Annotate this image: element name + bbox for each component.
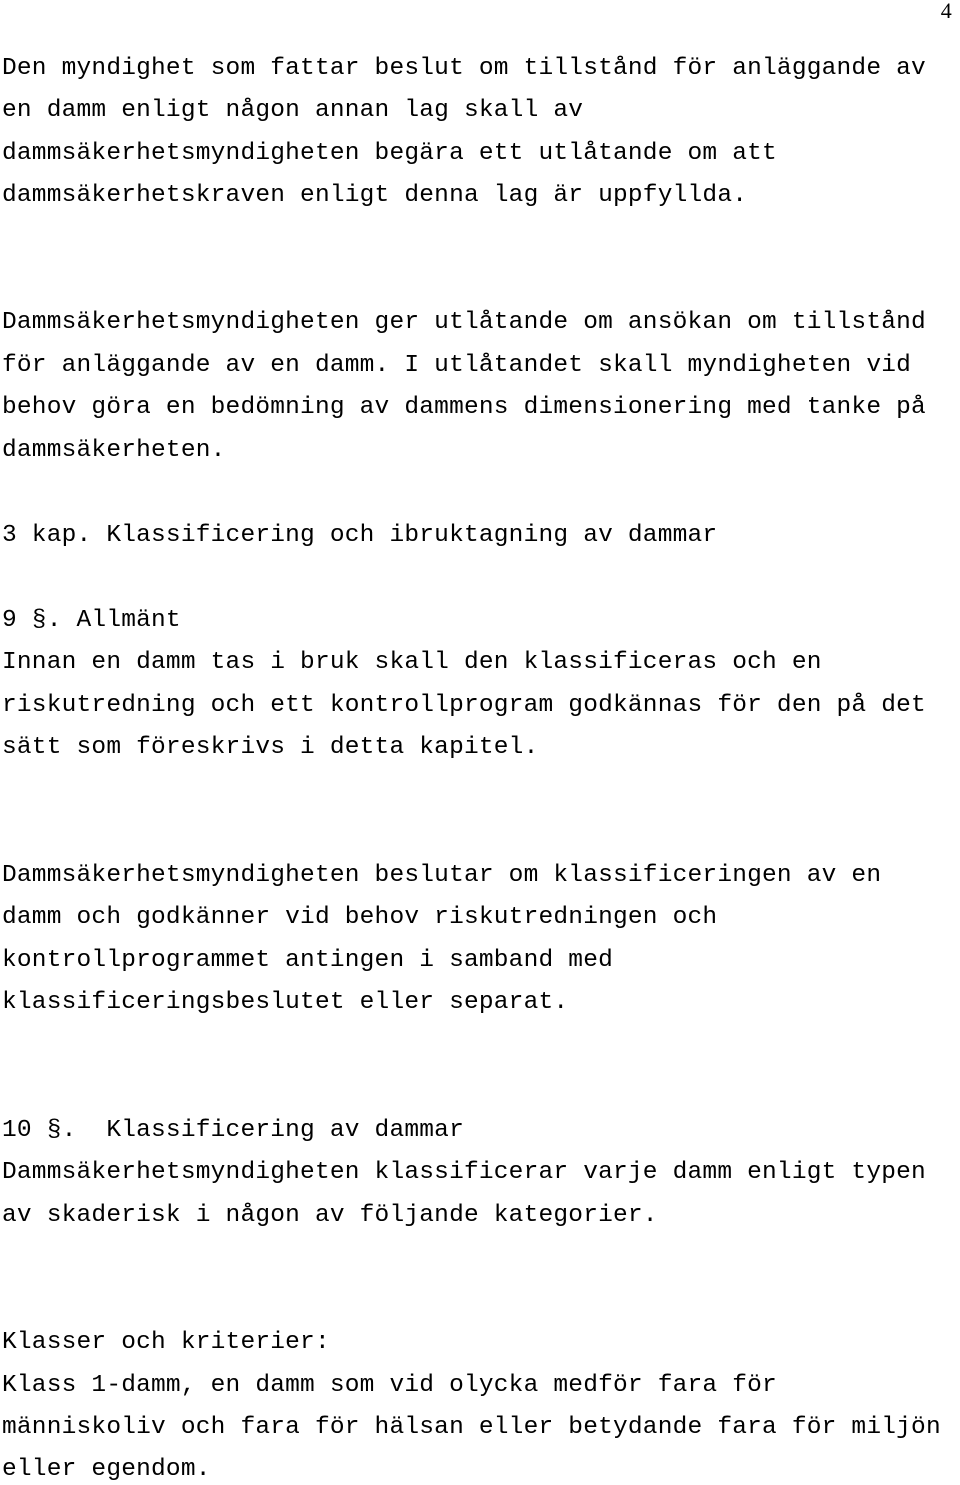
paragraph-2-line-2: för anläggande av en damm. I utlåtandet skall myndigheten vid	[2, 352, 912, 379]
paragraph-1-line-4: dammsäkerhetskraven enligt denna lag är uppfyllda.	[2, 182, 748, 209]
classes-line-1: Klass 1-damm, en damm som vid olycka medför fara för	[2, 1372, 777, 1399]
section-9-heading: 9 §. Allmänt	[2, 607, 181, 634]
paragraph-5-line-1: Dammsäkerhetsmyndigheten beslutar om klassificeringen av en	[2, 862, 882, 889]
paragraph-1-line-2: en damm enligt någon annan lag skall av	[2, 97, 584, 124]
classes-line-2: människoliv och fara för hälsan eller betydande fara för miljön	[2, 1414, 941, 1441]
classes-line-3: eller egendom.	[2, 1456, 211, 1483]
section-10-heading: 10 §. Klassificering av dammar	[2, 1117, 464, 1144]
paragraph-2-line-4: dammsäkerheten.	[2, 437, 226, 464]
section-10-line-2: av skaderisk i någon av följande kategorier.	[2, 1202, 658, 1229]
paragraph-5-line-3: kontrollprogrammet antingen i samband med	[2, 947, 613, 974]
page-number: 4	[940, 0, 952, 23]
section-10-line-1: Dammsäkerhetsmyndigheten klassificerar varje damm enligt typen	[2, 1159, 926, 1186]
section-9-line-1: Innan en damm tas i bruk skall den klassificeras och en	[2, 649, 822, 676]
paragraph-5-line-2: damm och godkänner vid behov riskutredningen och	[2, 904, 718, 931]
paragraph-1-line-3: dammsäkerhetsmyndigheten begära ett utlåtande om att	[2, 140, 777, 167]
section-9-line-2: riskutredning och ett kontrollprogram godkännas för den på det	[2, 692, 926, 719]
classes-heading: Klasser och kriterier:	[2, 1329, 330, 1356]
section-9-line-3: sätt som föreskrivs i detta kapitel.	[2, 734, 539, 761]
chapter-heading: 3 kap. Klassificering och ibruktagning av dammar	[2, 522, 718, 549]
paragraph-5-line-4: klassificeringsbeslutet eller separat.	[2, 989, 569, 1016]
paragraph-2-line-3: behov göra en bedömning av dammens dimensionering med tanke på	[2, 394, 926, 421]
paragraph-1-line-1: Den myndighet som fattar beslut om tillstånd för anläggande av	[2, 55, 926, 82]
paragraph-2-line-1: Dammsäkerhetsmyndigheten ger utlåtande om ansökan om tillstånd	[2, 309, 926, 336]
